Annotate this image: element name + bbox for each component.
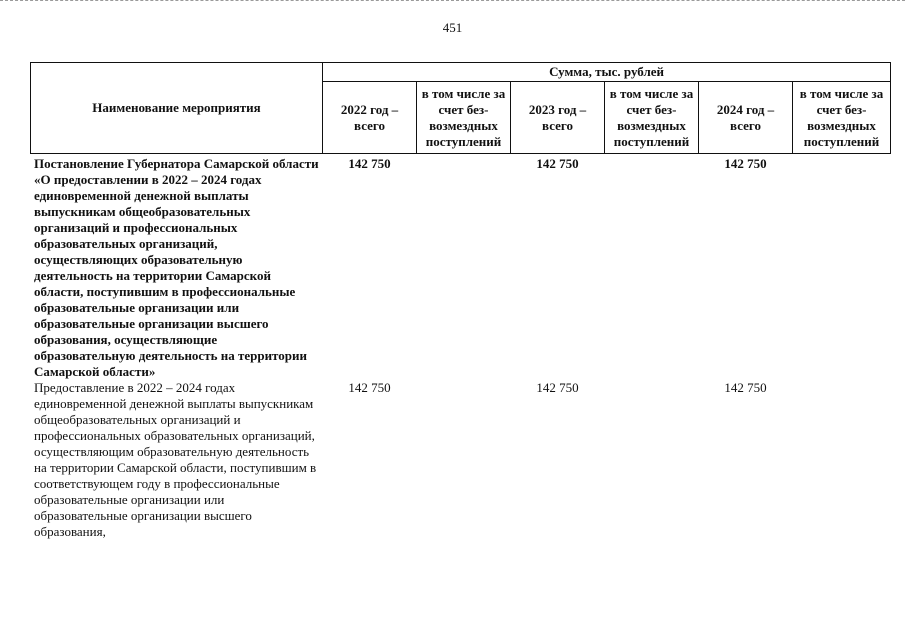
value-2022-total: 142 750 bbox=[348, 380, 391, 395]
header-2023-total: 2023 год – всего bbox=[511, 82, 605, 154]
value-2022-free-receipts bbox=[417, 154, 511, 381]
value-2022-free-receipts bbox=[417, 380, 511, 540]
header-2022-free-receipts: в том числе за счет без-возмездных поступлений bbox=[417, 82, 511, 154]
measure-name: Постановление Губернатора Самарской области «О предоставлении в 2022 – 2024 годах единовременной денежной выплаты выпускникам общеобразовательных организаций и профессиональных образовательных организаций, осуществляющих образовательную деятельность на территории Самарской области, поступившим в профессиональные образовательные организации или образовательные организации высшего образования, осуществляющие образовательную деятельность на территории Самарской области» bbox=[34, 156, 319, 379]
value-2023-free-receipts bbox=[605, 154, 699, 381]
header-2022-total: 2022 год – всего bbox=[323, 82, 417, 154]
value-2023-free-receipts bbox=[605, 380, 699, 540]
header-sum-group: Сумма, тыс. рублей bbox=[323, 63, 891, 82]
value-2023-total: 142 750 bbox=[536, 380, 579, 395]
table-row bbox=[31, 154, 891, 381]
value-2024-free-receipts bbox=[793, 380, 891, 540]
value-2024-total: 142 750 bbox=[724, 156, 767, 171]
page-number: 451 bbox=[442, 20, 463, 35]
page-top-edge bbox=[0, 0, 905, 1]
measure-name: Предоставление в 2022 – 2024 годах единовременной денежной выплаты выпускникам общеобразовательных организаций и профессиональных образовательных организаций, осуществляющим образовательную деятельность на территории Самарской области, поступившим в соответствующем году в профессиональные образовательные организации или образовательные организации высшего образования, bbox=[34, 380, 317, 539]
table-row bbox=[31, 380, 891, 540]
header-2024-total: 2024 год – всего bbox=[699, 82, 793, 154]
value-2024-total: 142 750 bbox=[724, 380, 767, 395]
header-name-column: Наименование мероприятия bbox=[31, 63, 323, 154]
value-2022-total: 142 750 bbox=[348, 156, 391, 171]
value-2023-total: 142 750 bbox=[536, 156, 579, 171]
value-2024-free-receipts bbox=[793, 154, 891, 381]
budget-table bbox=[30, 62, 891, 540]
header-2024-free-receipts: в том числе за счет без-возмездных поступлений bbox=[793, 82, 891, 154]
header-2023-free-receipts: в том числе за счет без-возмездных поступлений bbox=[605, 82, 699, 154]
